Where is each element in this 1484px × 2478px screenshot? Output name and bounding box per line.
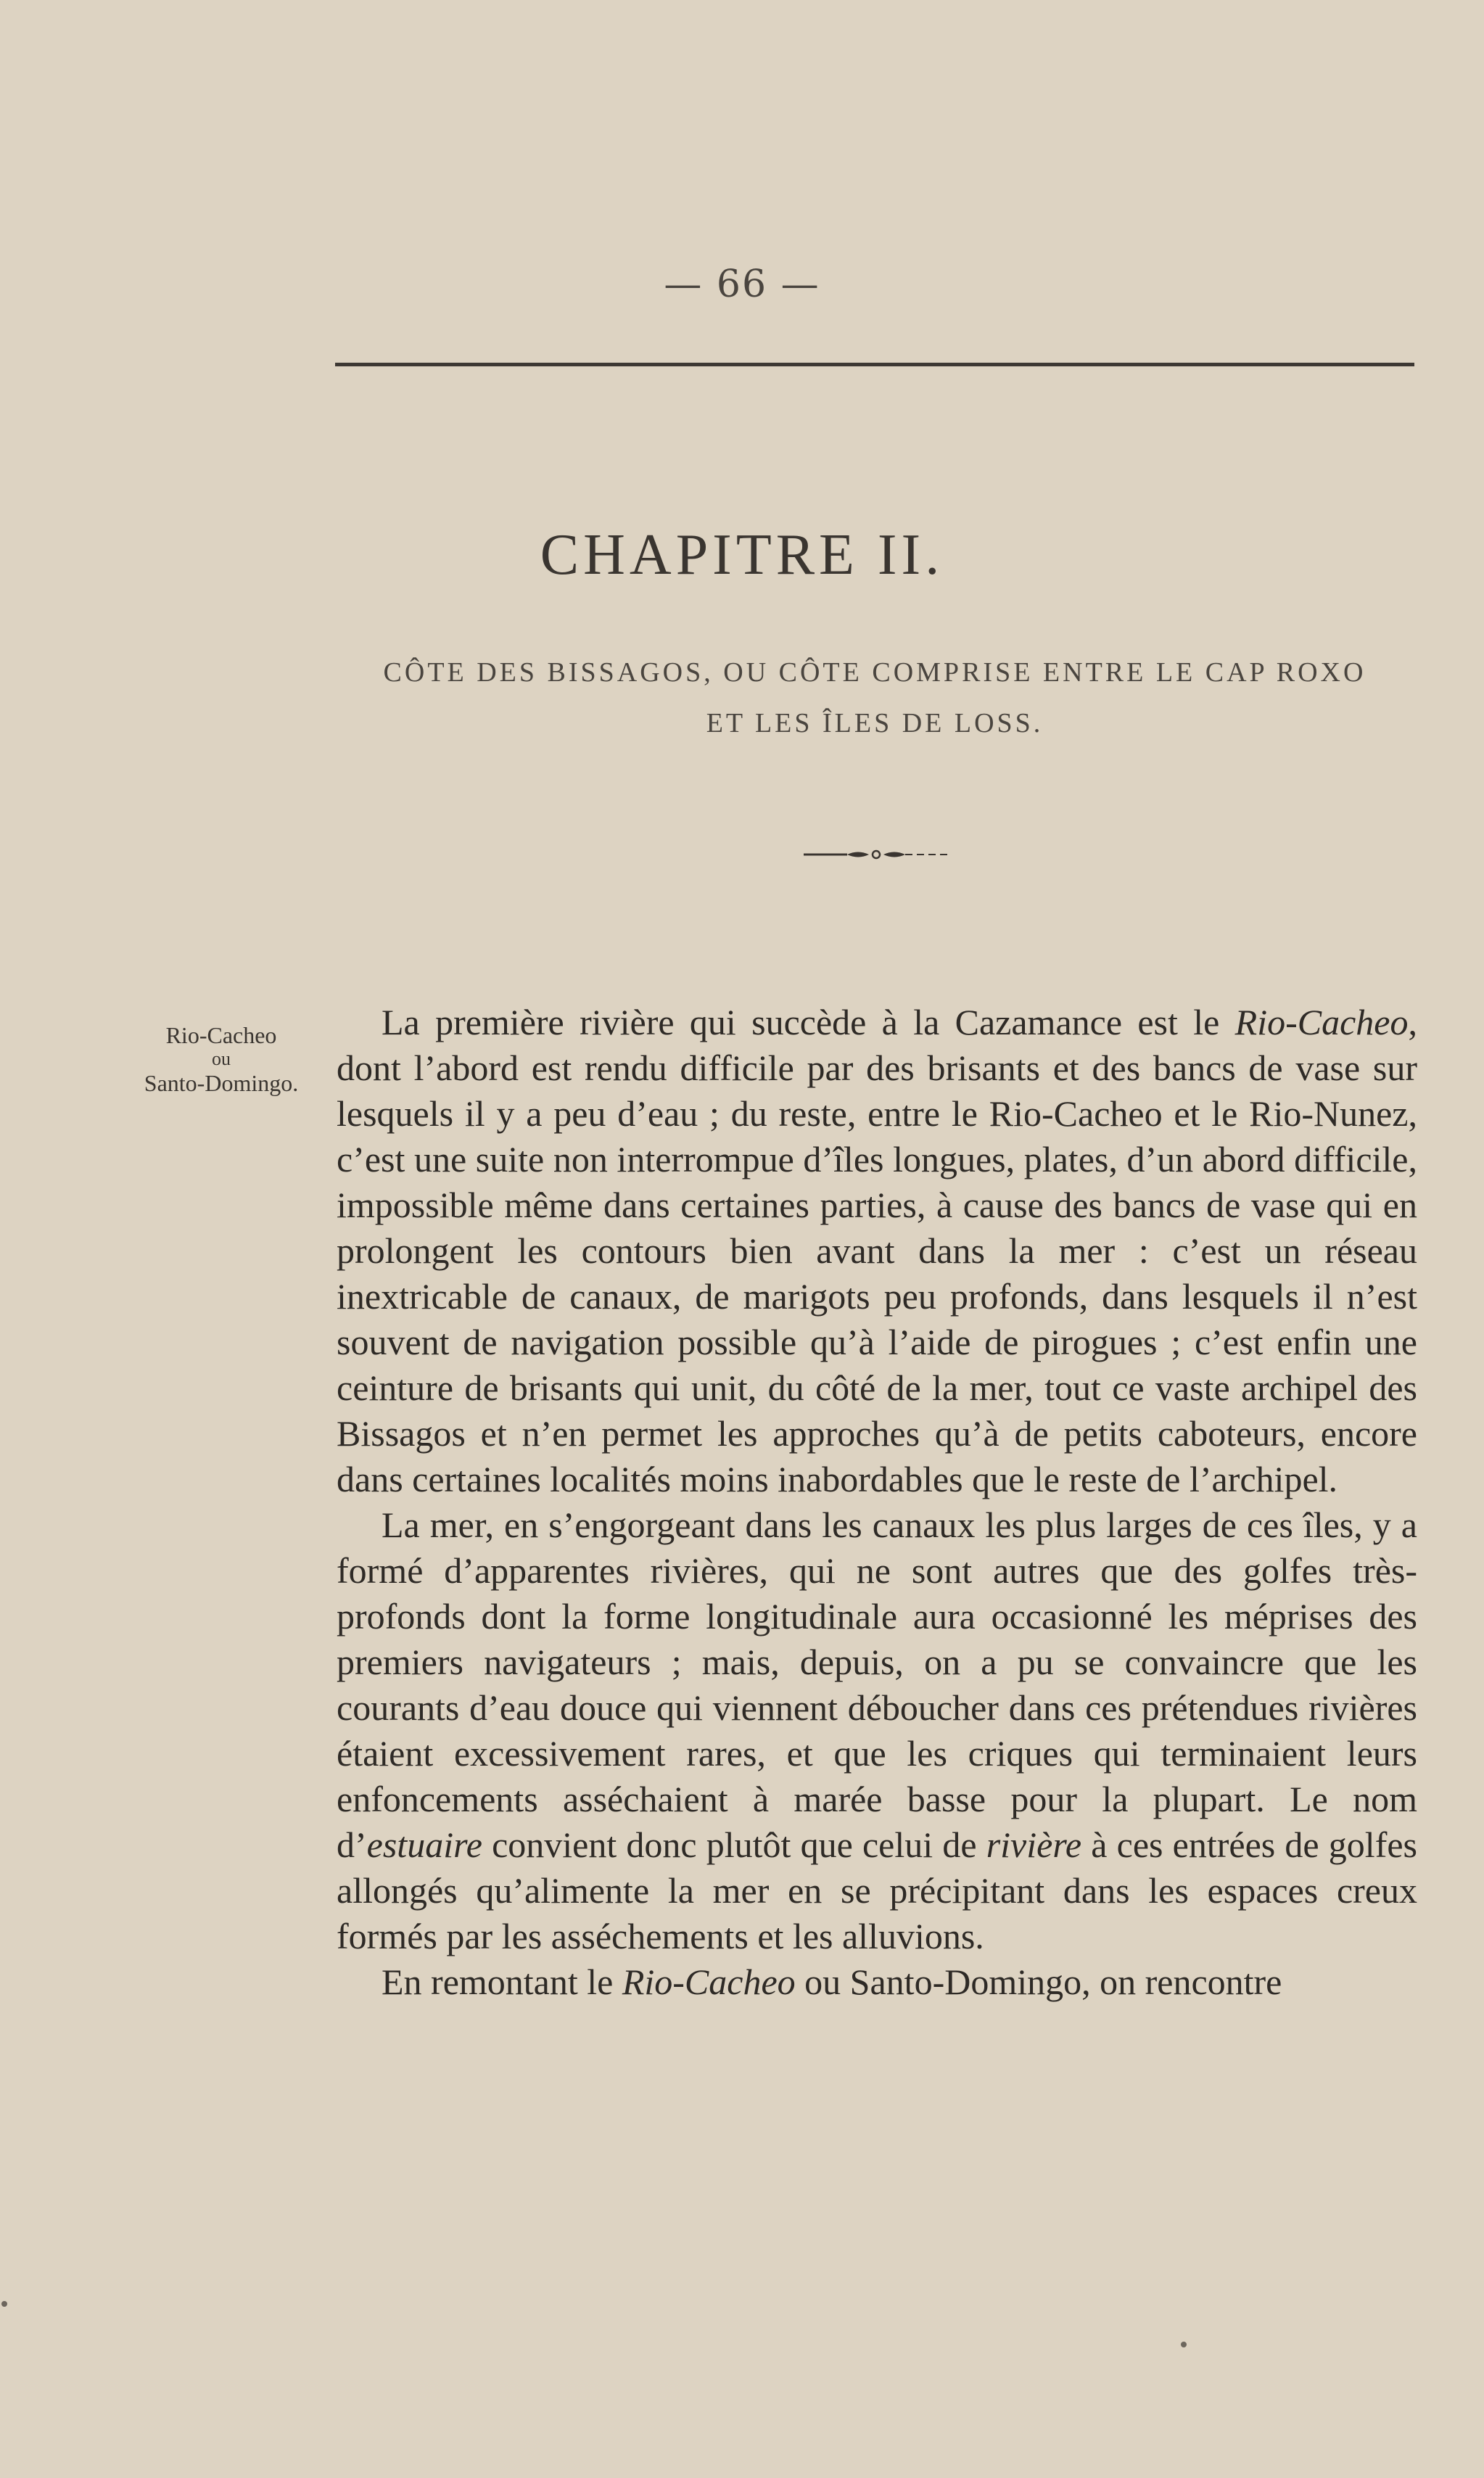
p1-italic-1: Rio-Cacheo bbox=[1234, 1002, 1409, 1042]
margin-note-line-2: ou bbox=[212, 1048, 231, 1069]
p2-text-2: convient donc plutôt que celui de bbox=[482, 1824, 986, 1865]
p2-text-3: à ces entrées de golfes allongés qu’alimente la mer en se précipitant dans les espaces creux formés par les asséchements et les alluvions. bbox=[337, 1824, 1417, 1956]
p3-italic-1: Rio-Cacheo bbox=[622, 1962, 796, 2002]
p2-italic-1: estuaire bbox=[366, 1824, 482, 1865]
page-number: — 66 — bbox=[664, 263, 820, 306]
paragraph-1 bbox=[337, 1000, 1417, 1502]
paper-speck bbox=[1, 2301, 7, 2307]
chapter-subtitle-line-1: CÔTE DES BISSAGOS, OU CÔTE COMPRISE ENTRE LE CAP ROXO bbox=[383, 657, 1366, 688]
p1-text-2: , dont l’abord est rendu difficile par des brisants et des bancs de vase sur lesquels il y a peu d’eau ; du reste, entre le Rio-Cacheo et le Rio-Nunez, c’est une suite non interrompue d’îles longues, plates, d’un abord difficile, impossible même dans certaines parties, à cause des bancs de vase qui en prolongent les contours bien avant dans la mer : c’est un réseau inextricable de canaux, de marigots peu profonds, dans lesquels il n’est souvent de navigation possible qu’à l’aide de pirogues ; c’est enfin une ceinture de brisants qui unit, du côté de la mer, tout ce vaste archipel des Bissagos et n’en permet les approches qu’à de petits caboteurs, encore dans certaines localités moins inabordables que le reste de l’archipel. bbox=[337, 1002, 1417, 1499]
ornament-divider bbox=[804, 847, 949, 862]
margin-note bbox=[102, 1021, 341, 1097]
p2-italic-2: rivière bbox=[986, 1824, 1082, 1865]
p2-text-1: La mer, en s’engorgeant dans les canaux les plus larges de ces îles, y a formé d’apparentes rivières, qui ne sont autres que des golfes très-profonds dont la forme longitudinale aura occasionné les méprises des premiers navigateurs ; mais, depuis, on a pu se convaincre que les courants d’eau douce qui viennent déboucher dans ces prétendues rivières étaient excessivement rares, et que les criques qui terminaient leurs enfoncements asséchaient à marée basse pour la plupart. Le nom d’ bbox=[337, 1504, 1417, 1865]
header-rule bbox=[335, 363, 1414, 366]
body-text bbox=[337, 1000, 1417, 2005]
paper-speck bbox=[1181, 2342, 1187, 2347]
chapter-subtitle bbox=[335, 647, 1414, 749]
chapter-title: CHAPITRE II. bbox=[540, 523, 944, 587]
paragraph-2 bbox=[337, 1502, 1417, 1959]
chapter-subtitle-line-2: ET LES ÎLES DE LOSS. bbox=[706, 708, 1044, 738]
margin-note-line-1: Rio-Cacheo bbox=[165, 1022, 277, 1048]
p1-text-1: La première rivière qui succède à la Cazamance est le bbox=[382, 1002, 1235, 1042]
paragraph-3 bbox=[337, 1959, 1417, 2005]
p3-text-1: En remontant le bbox=[382, 1962, 622, 2002]
p3-text-2: ou Santo-Domingo, on rencontre bbox=[795, 1962, 1282, 2002]
margin-note-line-3: Santo-Domingo. bbox=[144, 1070, 299, 1096]
